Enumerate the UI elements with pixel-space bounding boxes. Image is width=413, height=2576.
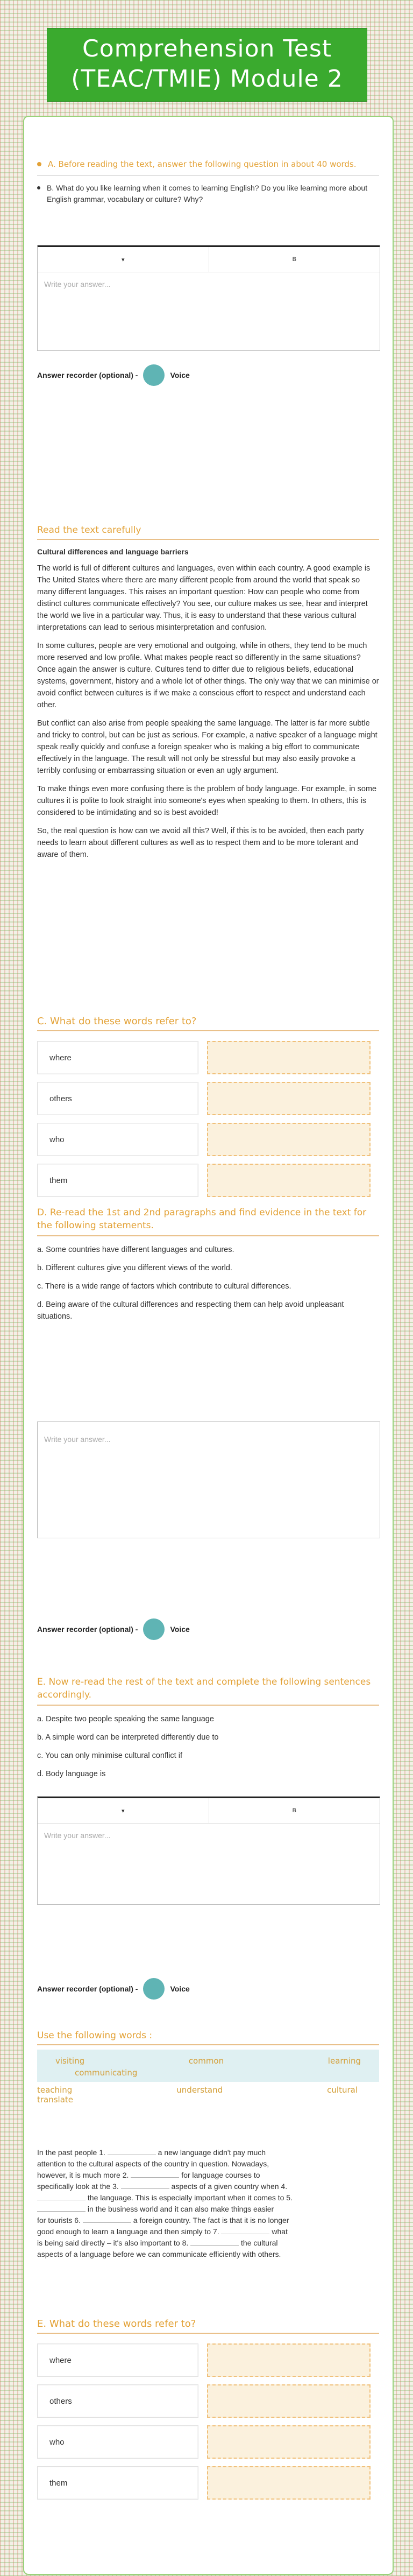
worksheet-card — [23, 116, 394, 2575]
match-row — [37, 2425, 379, 2459]
answer-editor-1 — [37, 245, 380, 351]
answer-editor-3 — [37, 1796, 380, 1905]
bold-button[interactable]: B — [292, 256, 296, 263]
answer-recorder-2 — [37, 1618, 379, 1640]
word-option[interactable]: communicating — [75, 2068, 138, 2078]
match-row — [37, 1082, 379, 1115]
voice-label: Voice — [170, 371, 190, 379]
drop-zone[interactable] — [207, 1123, 371, 1156]
match-row — [37, 2343, 379, 2377]
drop-zone[interactable] — [207, 1164, 371, 1197]
gap-input[interactable] — [37, 2193, 86, 2200]
statement-a: a. Some countries have different languages and cultures. — [37, 1245, 234, 1254]
question-b-text: B. What do you like learning when it comes to learning English? Do you like learning more about English grammar, vocabulary or culture? Why? — [47, 184, 368, 203]
drop-zone[interactable] — [207, 2343, 371, 2377]
match-word[interactable]: where — [37, 1041, 198, 1074]
chevron-down-icon[interactable]: ▾ — [38, 247, 209, 272]
gap-input[interactable] — [131, 2171, 179, 2178]
bullet-icon — [37, 162, 41, 166]
answer-recorder-3 — [37, 1978, 379, 2000]
drop-zone[interactable] — [207, 1041, 371, 1074]
match-row — [37, 2384, 379, 2418]
match-word[interactable]: where — [37, 2343, 198, 2377]
divider — [37, 1030, 379, 1031]
match-word[interactable]: who — [37, 1123, 198, 1156]
sentence-a: a. Despite two people speaking the same language — [37, 1715, 214, 1723]
gap-line: the language. This is especially important when it comes to 5. — [37, 2192, 379, 2204]
section-a — [37, 159, 379, 205]
section-e-heading: E. Now re-read the rest of the text and complete the following sentences accordingly. — [37, 1677, 371, 1700]
gap-line: In the past people 1. a new language didn't pay much — [37, 2148, 266, 2157]
voice-label: Voice — [170, 1625, 190, 1634]
gap-line: attention to the cultural aspects of the country in question. Nowadays, — [37, 2159, 269, 2168]
match-row — [37, 1041, 379, 1074]
voice-label: Voice — [170, 1984, 190, 1993]
microphone-icon[interactable] — [143, 364, 165, 386]
recorder-label: Answer recorder (optional) - — [37, 1625, 138, 1634]
match-row — [37, 2466, 379, 2500]
section-e2-heading: E. What do these words refer to? — [37, 2318, 196, 2329]
gap-line: specifically look at the 3. aspects of a given country when 4. — [37, 2182, 288, 2191]
recorder-label: Answer recorder (optional) - — [37, 371, 138, 379]
gap-line: in the business world and it can also make things easier — [37, 2204, 379, 2215]
drop-zone[interactable] — [207, 2384, 371, 2418]
paragraph-2: In some cultures, people are very emotional and outgoing, while in others, they tend to be much more reserved and low profile. What makes people react so differently in the same situations? Once again the answer is culture. Cultures tend to differ due to religious beliefs, educational systems, government, history and a whole lot of other things. The only way that we can minimise or avoid conflict between cultures is if we make a conscious effort to respect and understand each other. — [37, 642, 379, 709]
page-title: Comprehension Test (TEAC/TMIE) Module 2 — [71, 35, 343, 93]
statement-b: b. Different cultures give you different views of the world. — [37, 1264, 232, 1272]
match-word[interactable]: them — [37, 1164, 198, 1197]
title-banner — [47, 28, 367, 102]
gap-line: aspects of a language before we can communicate efficiently with others. — [37, 2250, 281, 2258]
word-option[interactable]: translate — [37, 2095, 74, 2105]
word-row — [45, 2054, 372, 2068]
microphone-icon[interactable] — [143, 1978, 165, 2000]
drop-zone[interactable] — [207, 2466, 371, 2500]
word-bank-section — [37, 2030, 379, 2108]
gap-input[interactable] — [190, 2239, 239, 2246]
answer-input[interactable]: Write your answer... — [44, 280, 111, 288]
microphone-icon[interactable] — [143, 1618, 165, 1640]
section-e — [37, 1676, 379, 1786]
paragraph-1: The world is full of different cultures and languages, even within each country. A good example is The United States where there are many different people from around the world that speak so many different languages. This raises an important question: How can people who come from distinct cultures communicate effectively? You see, our culture makes us see, hear and interpret the world we live in a particular way. Thus, it is easy to understand that these various cultural interpretations can lead to serious misinterpretation and confusion. — [37, 564, 371, 632]
match-word[interactable]: others — [37, 2384, 198, 2418]
reading-subtitle: Cultural differences and language barriers — [37, 547, 189, 556]
match-word[interactable]: who — [37, 2425, 198, 2459]
question-a-text: A. Before reading the text, answer the following question in about 40 words. — [48, 159, 357, 169]
answer-recorder-1 — [37, 364, 379, 386]
section-c — [37, 1016, 379, 1205]
section-d-heading: D. Re-read the 1st and 2nd paragraphs and find evidence in the text for the following statements. — [37, 1207, 367, 1231]
word-bank-row2 — [37, 2082, 379, 2108]
word-option[interactable]: teaching — [37, 2085, 73, 2095]
paragraph-4: To make things even more confusing there is the problem of body language. For example, in some cultures it is polite to look straight into someone's eyes when speaking to them. In others, this is considered to be intimidating and so is best avoided! — [37, 785, 377, 817]
word-bank-heading: Use the following words : — [37, 2030, 153, 2041]
word-row — [37, 2085, 379, 2095]
reading-text — [37, 562, 379, 861]
divider — [37, 2333, 379, 2334]
divider — [37, 1235, 379, 1236]
divider — [37, 539, 379, 540]
section-e-items — [37, 1713, 379, 1780]
answer-input[interactable]: Write your answer... — [44, 1831, 111, 1840]
answer-input[interactable]: Write your answer... — [44, 1435, 111, 1444]
match-row — [37, 1123, 379, 1156]
word-option[interactable]: common — [188, 2056, 224, 2066]
statement-d: d. Being aware of the cultural differences and respecting them can help avoid unpleasant situations. — [37, 1300, 344, 1321]
gap-input[interactable] — [37, 2205, 86, 2212]
answer-editor-2 — [37, 1421, 380, 1538]
question-b — [37, 182, 379, 205]
section-e2 — [37, 2318, 379, 2507]
match-word[interactable]: others — [37, 1082, 198, 1115]
gap-input[interactable] — [121, 2182, 169, 2189]
section-c-heading: C. What do these words refer to? — [37, 1016, 197, 1027]
sentence-b: b. A simple word can be interpreted differently due to — [37, 1733, 219, 1742]
divider — [37, 175, 379, 176]
paragraph-5: So, the real question is how can we avoid all this? Well, if this is to be avoided, then each party needs to learn about different cultures as well as to respect them and to be more tolerant and aware of them. — [37, 827, 364, 859]
word-option[interactable]: visiting — [55, 2056, 85, 2066]
section-d — [37, 1206, 379, 1329]
bullet-icon — [37, 186, 40, 189]
gap-line: good enough to learn a language and then simply to 7. what — [37, 2227, 288, 2236]
reading-heading: Read the text carefully — [37, 525, 141, 536]
gap-line: for tourists 6. a foreign country. The fact is that it is no longer — [37, 2216, 289, 2225]
gap-input[interactable] — [221, 2227, 269, 2234]
gap-fill-text — [37, 2147, 379, 2260]
chevron-down-icon[interactable]: ▾ — [38, 1798, 209, 1823]
drop-zone[interactable] — [207, 1082, 371, 1115]
word-option[interactable]: learning — [327, 2056, 361, 2066]
editor-toolbar — [38, 1797, 380, 1824]
match-row — [37, 1164, 379, 1197]
statement-c: c. There is a wide range of factors which contribute to cultural differences. — [37, 1282, 291, 1291]
gap-input[interactable] — [108, 2148, 156, 2155]
section-d-items — [37, 1244, 379, 1322]
sentence-d: d. Body language is — [37, 1770, 106, 1778]
gap-input[interactable] — [83, 2216, 131, 2223]
word-bank — [37, 2050, 379, 2082]
drop-zone[interactable] — [207, 2425, 371, 2459]
reading-section — [37, 525, 379, 867]
word-option[interactable]: cultural — [327, 2085, 358, 2095]
divider — [37, 2044, 379, 2045]
word-option[interactable]: understand — [176, 2085, 223, 2095]
sentence-c: c. You can only minimise cultural conflict if — [37, 1751, 182, 1760]
recorder-label: Answer recorder (optional) - — [37, 1984, 138, 1993]
paragraph-3: But conflict can also arise from people speaking the same language. The latter is far more subtle and tricky to control, but can be just as serious. For example, a native speaker of a language might speak really quickly and confuse a foreign speaker who is making a big effort to communicate effectively in the language. The result will not only be stressful but may also easily provoke a terribly confusing or embarrassing situation or even an ugly argument. — [37, 719, 378, 775]
gap-line: is being said directly – it's also important to 8. the cultural — [37, 2239, 278, 2247]
editor-toolbar — [38, 245, 380, 272]
divider — [37, 1705, 379, 1706]
gap-line: however, it is much more 2. for language courses to — [37, 2171, 260, 2179]
question-a — [37, 159, 379, 170]
match-word[interactable]: them — [37, 2466, 198, 2500]
bold-button[interactable]: B — [292, 1807, 296, 1814]
